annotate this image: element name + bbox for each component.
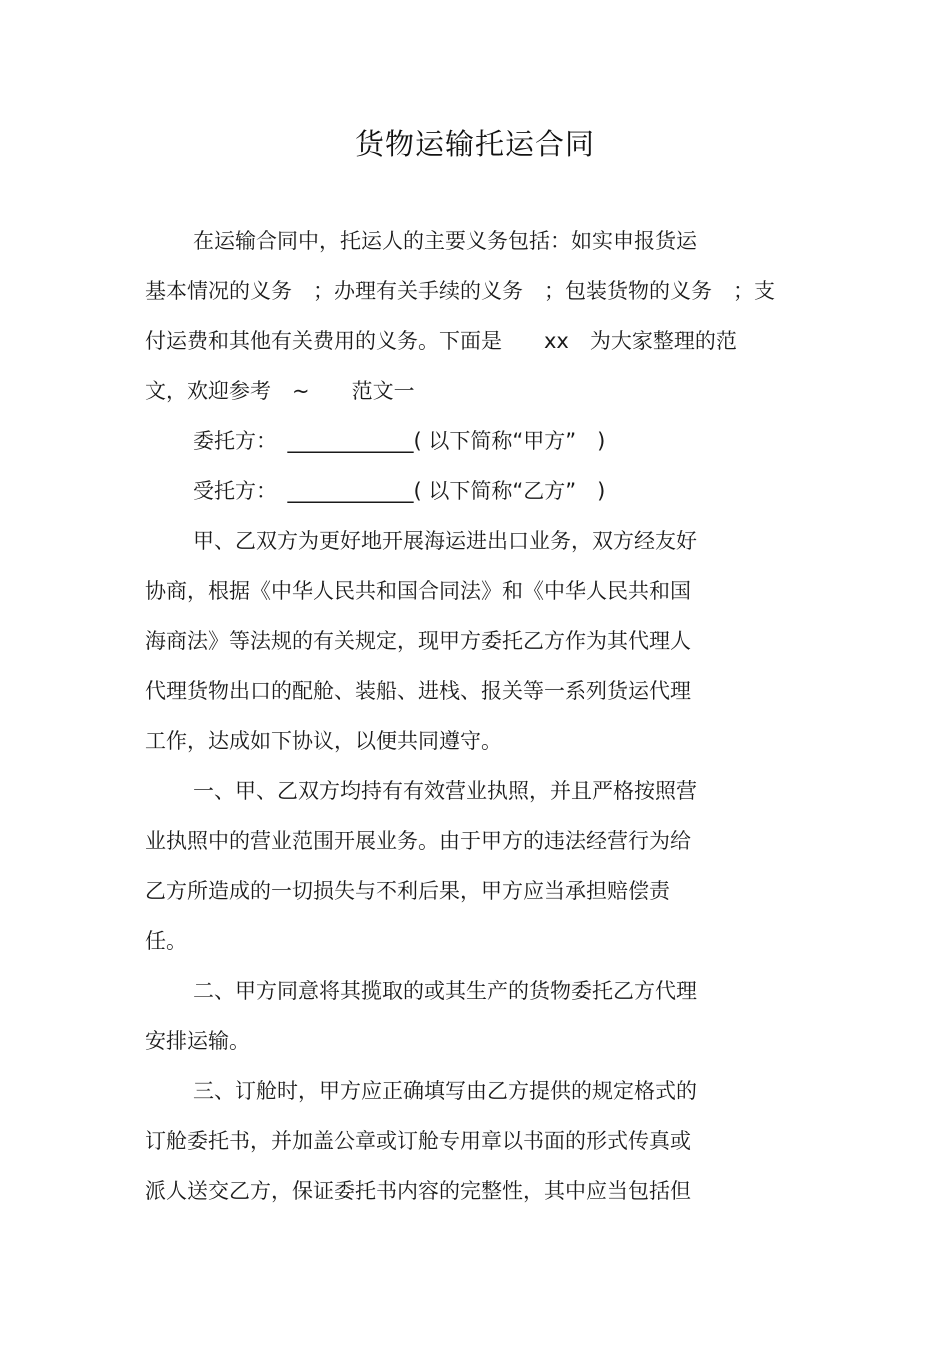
text-line: 工作，达成如下协议，以便共同遵守。: [145, 729, 502, 753]
text-line: 海商法》等法规的有关规定，现甲方委托乙方作为其代理人: [145, 629, 691, 653]
text-line: 文，欢迎参考 ~ 范文一: [145, 379, 415, 403]
text-line: 任。: [145, 929, 187, 953]
text-line: 受托方： ____________( 以下简称“乙方” ): [193, 479, 606, 503]
text-line: 基本情况的义务 ；办理有关手续的义务 ；包装货物的义务 ；支: [145, 279, 775, 303]
document-title: 货物运输托运合同: [354, 127, 595, 161]
text-line: 业执照中的营业范围开展业务。由于甲方的违法经营行为给: [145, 829, 691, 853]
text-line: 甲、乙双方为更好地开展海运进出口业务，双方经友好: [193, 529, 697, 553]
text-line: 订舱委托书，并加盖公章或订舱专用章以书面的形式传真或: [145, 1129, 691, 1153]
text-line: 在运输合同中，托运人的主要义务包括：如实申报货运: [193, 229, 697, 253]
text-line: 派人送交乙方，保证委托书内容的完整性，其中应当包括但: [145, 1179, 691, 1203]
text-line: 安排运输。: [145, 1029, 250, 1053]
text-line: 二、甲方同意将其揽取的或其生产的货物委托乙方代理: [193, 979, 697, 1003]
text-line: 代理货物出口的配舱、装船、进栈、报关等一系列货运代理: [145, 679, 691, 703]
text-line: 协商，根据《中华人民共和国合同法》和《中华人民共和国: [145, 579, 691, 603]
text-line: 一、甲、乙双方均持有有效营业执照，并且严格按照营: [193, 779, 697, 803]
text-line: 委托方： ____________( 以下简称“甲方” ): [193, 429, 606, 453]
text-line: 付运费和其他有关费用的义务。下面是 xx 为大家整理的范: [145, 329, 737, 353]
text-line: 乙方所造成的一切损失与不利后果，甲方应当承担赔偿责: [145, 879, 670, 903]
text-line: 三、订舱时，甲方应正确填写由乙方提供的规定格式的: [193, 1079, 697, 1103]
